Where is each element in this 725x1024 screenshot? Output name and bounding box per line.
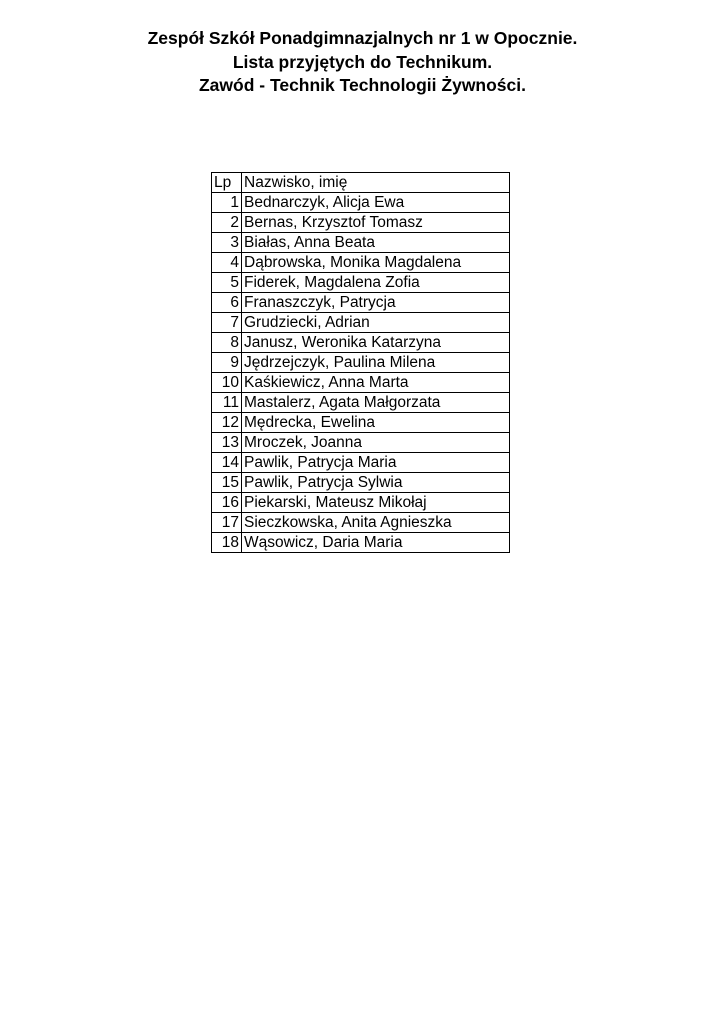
profession-title: Zawód - Technik Technologii Żywności. [198,75,526,95]
student-name: Mastalerz, Agata Małgorzata [242,393,510,413]
student-name: Franaszczyk, Patrycja [242,293,510,313]
document-header [0,27,725,98]
table-row [212,193,510,213]
student-name: Mroczek, Joanna [242,433,510,453]
student-name: Piekarski, Mateusz Mikołaj [242,493,510,513]
row-number: 15 [212,473,242,493]
table-row [212,413,510,433]
student-name: Grudziecki, Adrian [242,313,510,333]
student-name: Mędrecka, Ewelina [242,413,510,433]
row-number: 17 [212,513,242,533]
row-number: 1 [212,193,242,213]
student-name: Janusz, Weronika Katarzyna [242,333,510,353]
table-header-row [212,173,510,193]
row-number: 8 [212,333,242,353]
student-name: Białas, Anna Beata [242,233,510,253]
student-name: Jędrzejczyk, Paulina Milena [242,353,510,373]
row-number: 12 [212,413,242,433]
row-number: 6 [212,293,242,313]
row-number: 14 [212,453,242,473]
table-row [212,513,510,533]
student-name: Bernas, Krzysztof Tomasz [242,213,510,233]
row-number: 3 [212,233,242,253]
row-number: 9 [212,353,242,373]
student-name: Wąsowicz, Daria Maria [242,533,510,553]
row-number: 2 [212,213,242,233]
row-number: 16 [212,493,242,513]
table-body [212,173,510,553]
row-number: 5 [212,273,242,293]
student-name: Pawlik, Patrycja Sylwia [242,473,510,493]
student-name: Bednarczyk, Alicja Ewa [242,193,510,213]
table-row [212,273,510,293]
column-header-lp: Lp [212,173,242,193]
table-row [212,533,510,553]
student-name: Sieczkowska, Anita Agnieszka [242,513,510,533]
table-row [212,313,510,333]
row-number: 10 [212,373,242,393]
table-row [212,493,510,513]
table-row [212,333,510,353]
student-name: Kaśkiewicz, Anna Marta [242,373,510,393]
column-header-name: Nazwisko, imię [242,173,510,193]
table-row [212,453,510,473]
table-row [212,393,510,413]
student-name: Pawlik, Patrycja Maria [242,453,510,473]
table-row [212,213,510,233]
table-row [212,353,510,373]
row-number: 7 [212,313,242,333]
table-row [212,473,510,493]
table-row [212,373,510,393]
table-row [212,253,510,273]
list-title: Lista przyjętych do Technikum. [232,51,493,72]
row-number: 18 [212,533,242,553]
table-row [212,433,510,453]
table-row [212,293,510,313]
row-number: 11 [212,393,242,413]
row-number: 13 [212,433,242,453]
row-number: 4 [212,253,242,273]
school-name-title: Zespół Szkół Ponadgimnazjalnych nr 1 w Opocznie. [147,28,578,48]
student-name: Fiderek, Magdalena Zofia [242,273,510,293]
table-row [212,233,510,253]
admitted-students-table [211,172,510,553]
student-name: Dąbrowska, Monika Magdalena [242,253,510,273]
